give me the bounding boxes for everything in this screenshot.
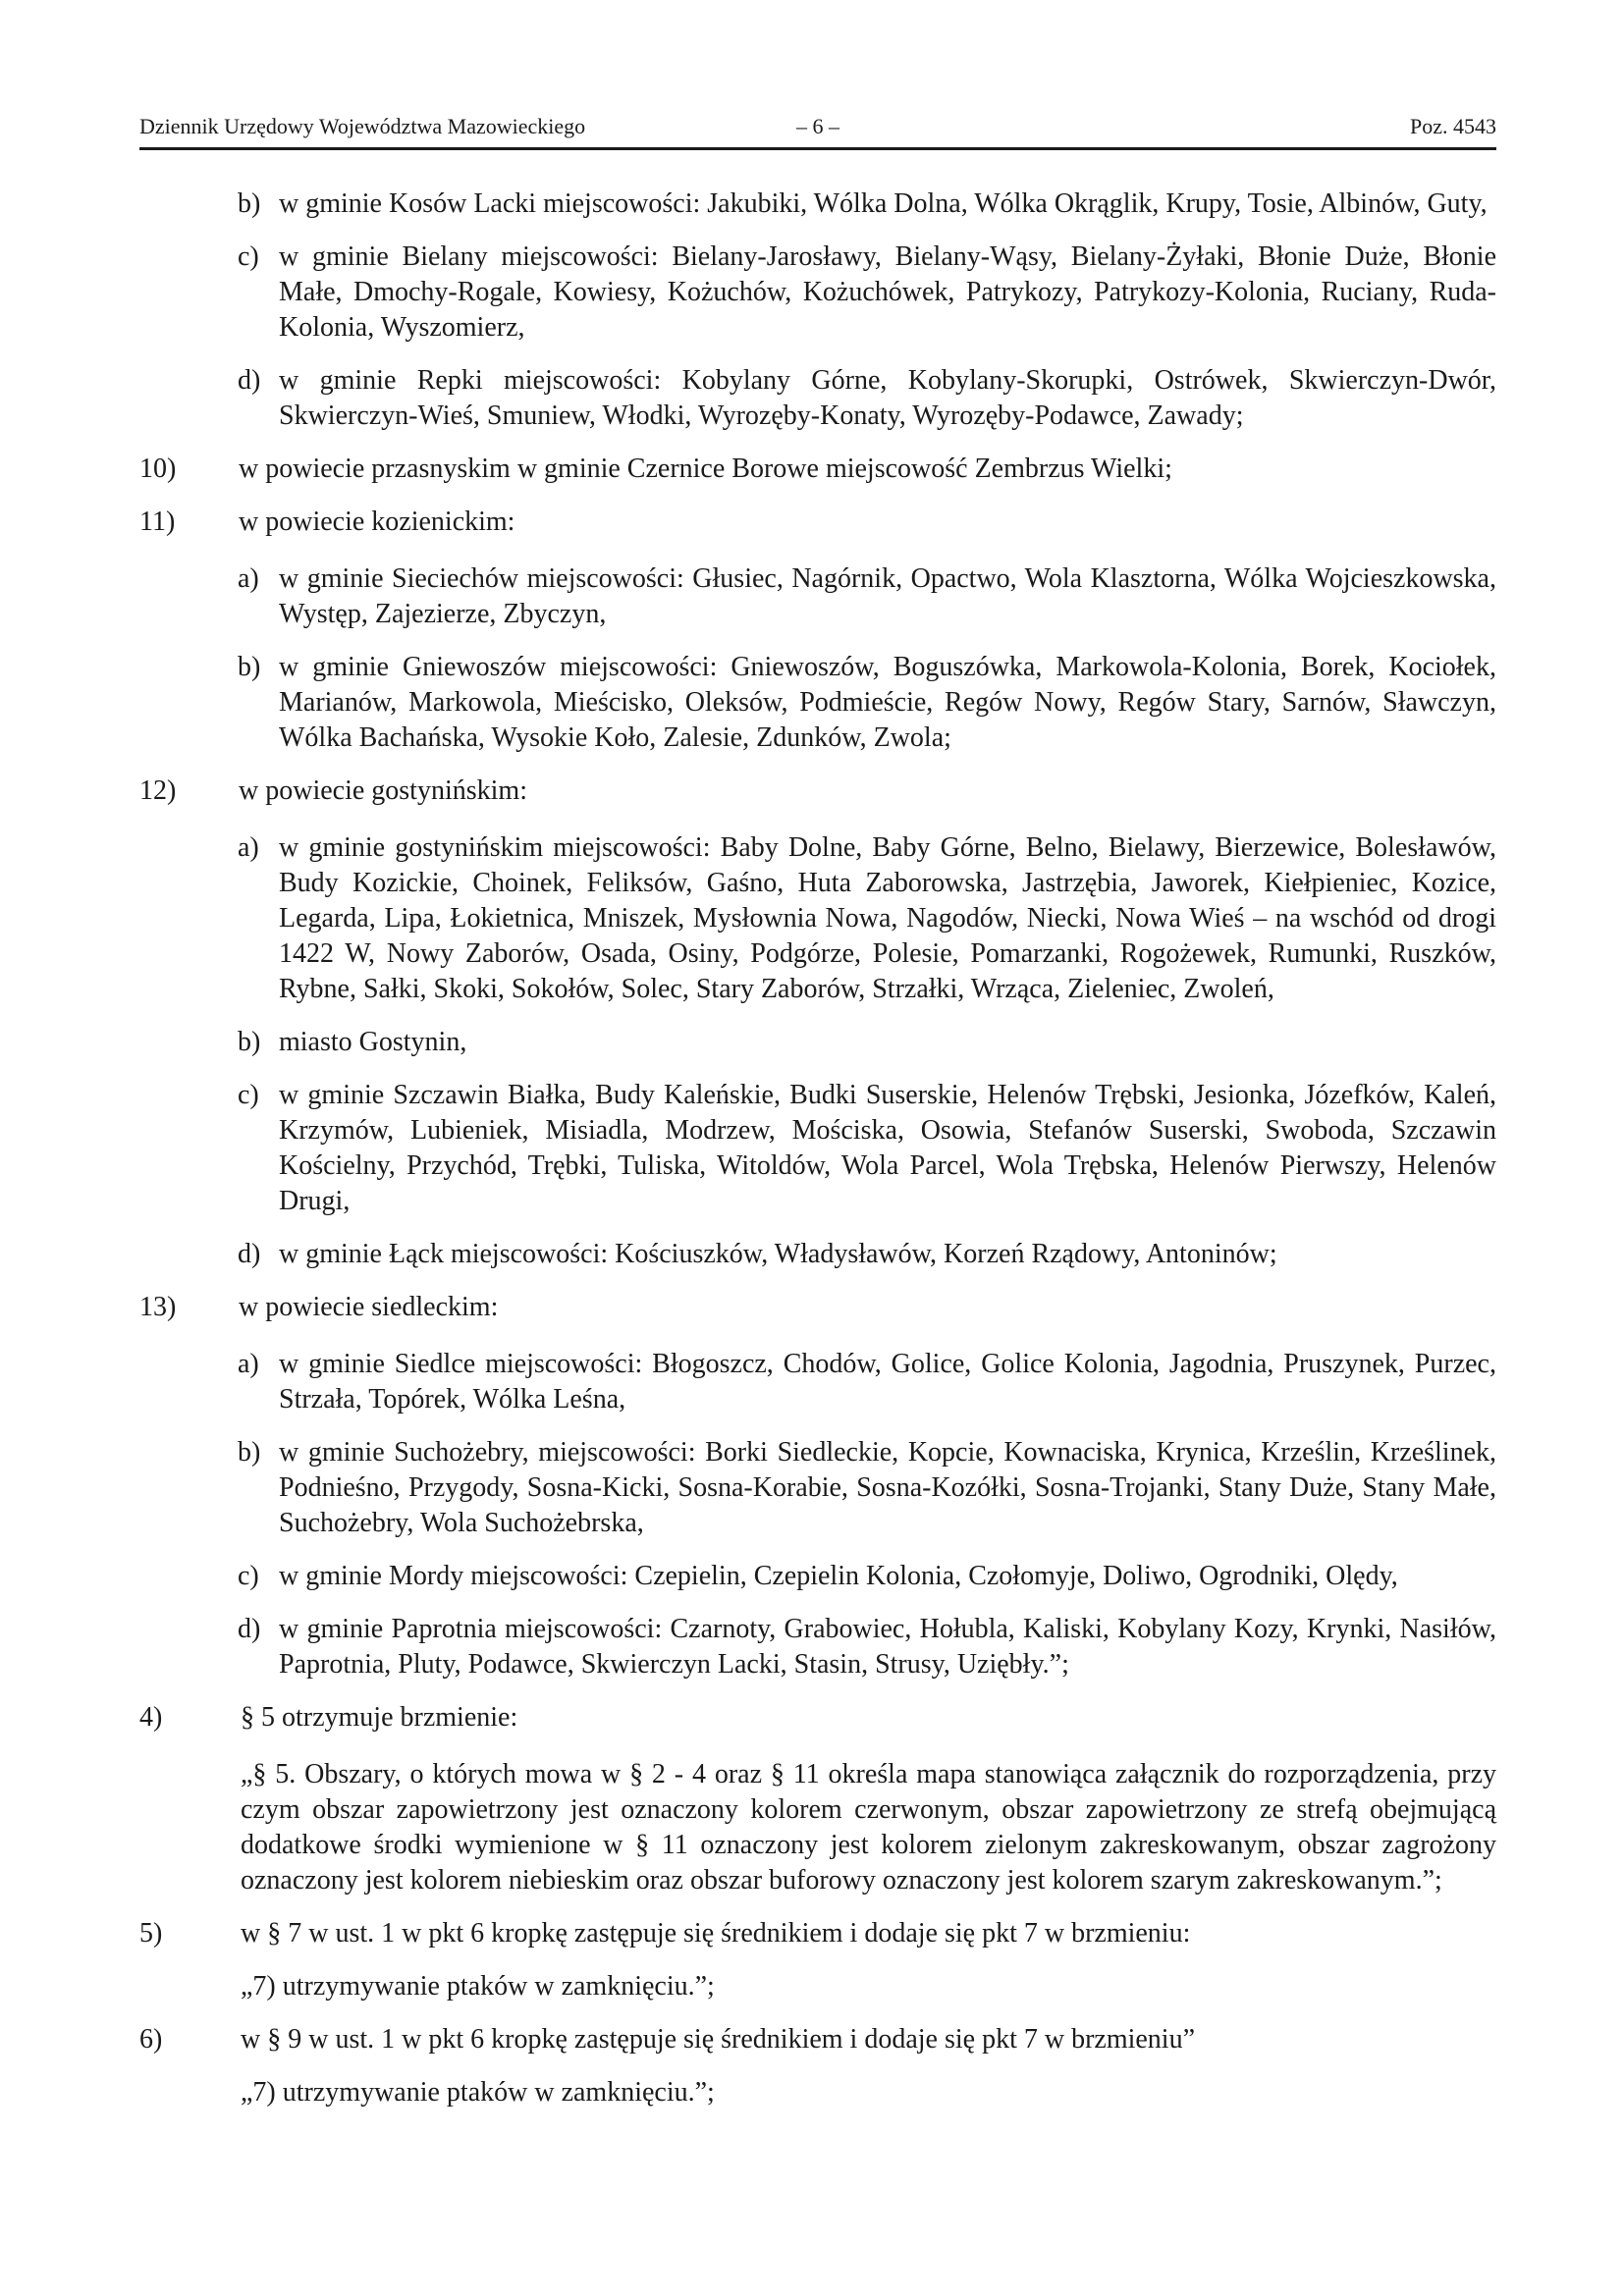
- list-item-c-szczawin: [139, 1078, 1496, 1219]
- list-item-c-bielany: [139, 240, 1496, 346]
- page-header: [139, 110, 1496, 150]
- item-text: miasto Gostynin,: [279, 1027, 467, 1057]
- item-marker: d): [238, 1614, 261, 1644]
- item-marker: b): [238, 1437, 261, 1468]
- item-text: w gminie Repki miejscowości: Kobylany Górne, Kobylany-Skorupki, Ostrówek, Skwierczyn-Dwór, Skwierczyn-Wieś, Smuniew, Włodki, Wyrozęby-Konaty, Wyrozęby-Podawce, Zawady;: [279, 365, 1496, 431]
- position-number: Poz. 4543: [1410, 114, 1496, 138]
- item-text: w gminie Siedlce miejscowości: Błogoszcz, Chodów, Golice, Golice Kolonia, Jagodnia, Pruszynek, Purzec, Strzała, Topórek, Wólka Leśna,: [279, 1349, 1496, 1415]
- item-marker: 5): [139, 1918, 163, 1949]
- list-item-d-lack: [139, 1237, 1496, 1272]
- item-text: w gminie Gniewoszów miejscowości: Gniewoszów, Boguszówka, Markowola-Kolonia, Borek, Kociołek, Marianów, Markowola, Mieścisko, Oleksów, Podmieście, Regów Nowy, Regów Stary, Sarnów, Sławczyn, Wólka Bachańska, Wysokie Koło, Zalesie, Zdunków, Zwola;: [279, 652, 1496, 753]
- item-marker: a): [238, 1349, 259, 1379]
- list-item-11: [139, 505, 1496, 540]
- quote-point-7-a: [139, 1969, 1496, 2004]
- list-item-b-gostynin: [139, 1025, 1496, 1060]
- item-text: w powiecie kozienickim:: [239, 507, 515, 537]
- quote-point-7-b: [139, 2075, 1496, 2110]
- item-text: w powiecie przasnyskim w gminie Czernice Borowe miejscowość Zembrzus Wielki;: [239, 454, 1172, 484]
- list-item-d-repki: [139, 363, 1496, 434]
- item-marker: a): [238, 832, 259, 863]
- item-text: w gminie Suchożebry, miejscowości: Borki Siedleckie, Kopcie, Kownaciska, Krynica, Krześlin, Krześlinek, Podnieśno, Przygody, Sosna-Kicki, Sosna-Korabie, Sosna-Kozółki, Sosna-Trojanki, Stany Duże, Stany Małe, Suchożebry, Wola Suchożebrska,: [279, 1437, 1496, 1538]
- item-marker: 10): [139, 454, 177, 484]
- list-item-10: [139, 452, 1496, 487]
- list-item-5: [139, 1916, 1496, 1951]
- item-marker: b): [238, 652, 261, 682]
- quote-text: „7) utrzymywanie ptaków w zamknięciu.”;: [241, 2077, 715, 2108]
- item-text: w § 7 w ust. 1 w pkt 6 kropkę zastępuje się średnikiem i dodaje się pkt 7 w brzmieniu:: [241, 1918, 1191, 1949]
- item-marker: 4): [139, 1702, 163, 1733]
- item-marker: b): [238, 188, 261, 219]
- item-marker: d): [238, 1239, 261, 1269]
- item-marker: 6): [139, 2024, 163, 2055]
- journal-title: Dziennik Urzędowy Województwa Mazowieckiego: [139, 114, 586, 138]
- item-text: w gminie Bielany miejscowości: Bielany-Jarosławy, Bielany-Wąsy, Bielany-Żyłaki, Błonie Duże, Błonie Małe, Dmochy-Rogale, Kowiesy, Kożuchów, Kożuchówek, Patrykozy, Patrykozy-Kolonia, Ruciany, Ruda-Kolonia, Wyszomierz,: [279, 241, 1496, 343]
- item-marker: 13): [139, 1292, 177, 1322]
- item-text: w gminie Mordy miejscowości: Czepielin, Czepielin Kolonia, Czołomyje, Doliwo, Ogrodniki, Olędy,: [279, 1561, 1398, 1591]
- list-item-13: [139, 1290, 1496, 1325]
- item-text: w gminie Kosów Lacki miejscowości: Jakubiki, Wólka Dolna, Wólka Okrąglik, Krupy, Tosie, Albinów, Guty,: [279, 188, 1488, 219]
- item-marker: b): [238, 1027, 261, 1057]
- item-text: w § 9 w ust. 1 w pkt 6 kropkę zastępuje się średnikiem i dodaje się pkt 7 w brzmieniu”: [241, 2024, 1196, 2055]
- item-text: w gminie Szczawin Białka, Budy Kaleńskie, Budki Suserskie, Helenów Trębski, Jesionka, Józefków, Kaleń, Krzymów, Lubieniek, Misiadla, Modrzew, Mościska, Osowia, Stefanów Suserski, Swoboda, Szczawin Kościelny, Przychód, Trębki, Tuliska, Witoldów, Wola Parcel, Wola Trębska, Helenów Pierwszy, Helenów Drugi,: [279, 1080, 1496, 1216]
- item-marker: c): [238, 1561, 259, 1591]
- item-marker: a): [238, 563, 259, 594]
- quote-text: „§ 5. Obszary, o których mowa w § 2 - 4 oraz § 11 określa mapa stanowiąca załącznik do rozporządzenia, przy czym obszar zapowietrzony jest oznaczony kolorem czerwonym, obszar zapowietrzony ze strefą obejmującą dodatkowe środki wymienione w § 11 oznaczony jest kolorem zielonym zakreskowanym, obszar zagrożony oznaczony jest kolorem niebieskim oraz obszar buforowy oznaczony jest kolorem szarym zakreskowanym.”;: [241, 1759, 1496, 1896]
- item-text: w powiecie siedleckim:: [239, 1292, 499, 1322]
- document-body: [139, 187, 1496, 2110]
- list-item-d-paprotnia: [139, 1612, 1496, 1682]
- list-item-12: [139, 774, 1496, 809]
- list-item-c-mordy: [139, 1559, 1496, 1594]
- item-marker: c): [238, 1080, 259, 1110]
- item-text: w gminie Sieciechów miejscowości: Głusiec, Nagórnik, Opactwo, Wola Klasztorna, Wólka Wojcieszkowska, Występ, Zajezierze, Zbyczyn,: [279, 563, 1496, 629]
- item-marker: 12): [139, 775, 177, 806]
- item-text: w powiecie gostynińskim:: [239, 775, 527, 806]
- list-item-b-kosow: [139, 187, 1496, 222]
- list-item-a-siedlce: [139, 1347, 1496, 1417]
- item-marker: d): [238, 365, 261, 396]
- list-item-4: [139, 1700, 1496, 1735]
- item-text: w gminie Łąck miejscowości: Kościuszków, Władysławów, Korzeń Rządowy, Antoninów;: [279, 1239, 1277, 1269]
- list-item-b-suchozebry: [139, 1435, 1496, 1541]
- list-item-6: [139, 2022, 1496, 2057]
- item-marker: 11): [139, 507, 176, 537]
- list-item-b-gniewoszow: [139, 650, 1496, 756]
- quote-paragraph-5: [139, 1757, 1496, 1898]
- list-item-a-sieciechow: [139, 561, 1496, 632]
- item-text: w gminie gostynińskim miejscowości: Baby Dolne, Baby Górne, Belno, Bielawy, Bierzewice, Bolesławów, Budy Kozickie, Choinek, Feliksów, Gaśno, Huta Zaborowska, Jastrzębia, Jaworek, Kiełpieniec, Kozice, Legarda, Lipa, Łokietnica, Mniszek, Mysłownia Nowa, Nagodów, Niecki, Nowa Wieś – na wschód od drogi 1422 W, Nowy Zaborów, Osada, Osiny, Podgórze, Polesie, Pomarzanki, Rogożewek, Rumunki, Ruszków, Rybne, Sałki, Skoki, Sokołów, Solec, Stary Zaborów, Strzałki, Wrząca, Zieleniec, Zwoleń,: [279, 832, 1496, 1004]
- page-number: – 6 –: [796, 114, 839, 138]
- item-text: § 5 otrzymuje brzmienie:: [241, 1702, 518, 1733]
- list-item-a-gostyninskim: [139, 830, 1496, 1007]
- item-text: w gminie Paprotnia miejscowości: Czarnoty, Grabowiec, Hołubla, Kaliski, Kobylany Kozy, Krynki, Nasiłów, Paprotnia, Pluty, Podawce, Skwierczyn Lacki, Stasin, Strusy, Uziębły.”;: [279, 1614, 1496, 1680]
- quote-text: „7) utrzymywanie ptaków w zamknięciu.”;: [241, 1971, 715, 2002]
- item-marker: c): [238, 241, 259, 272]
